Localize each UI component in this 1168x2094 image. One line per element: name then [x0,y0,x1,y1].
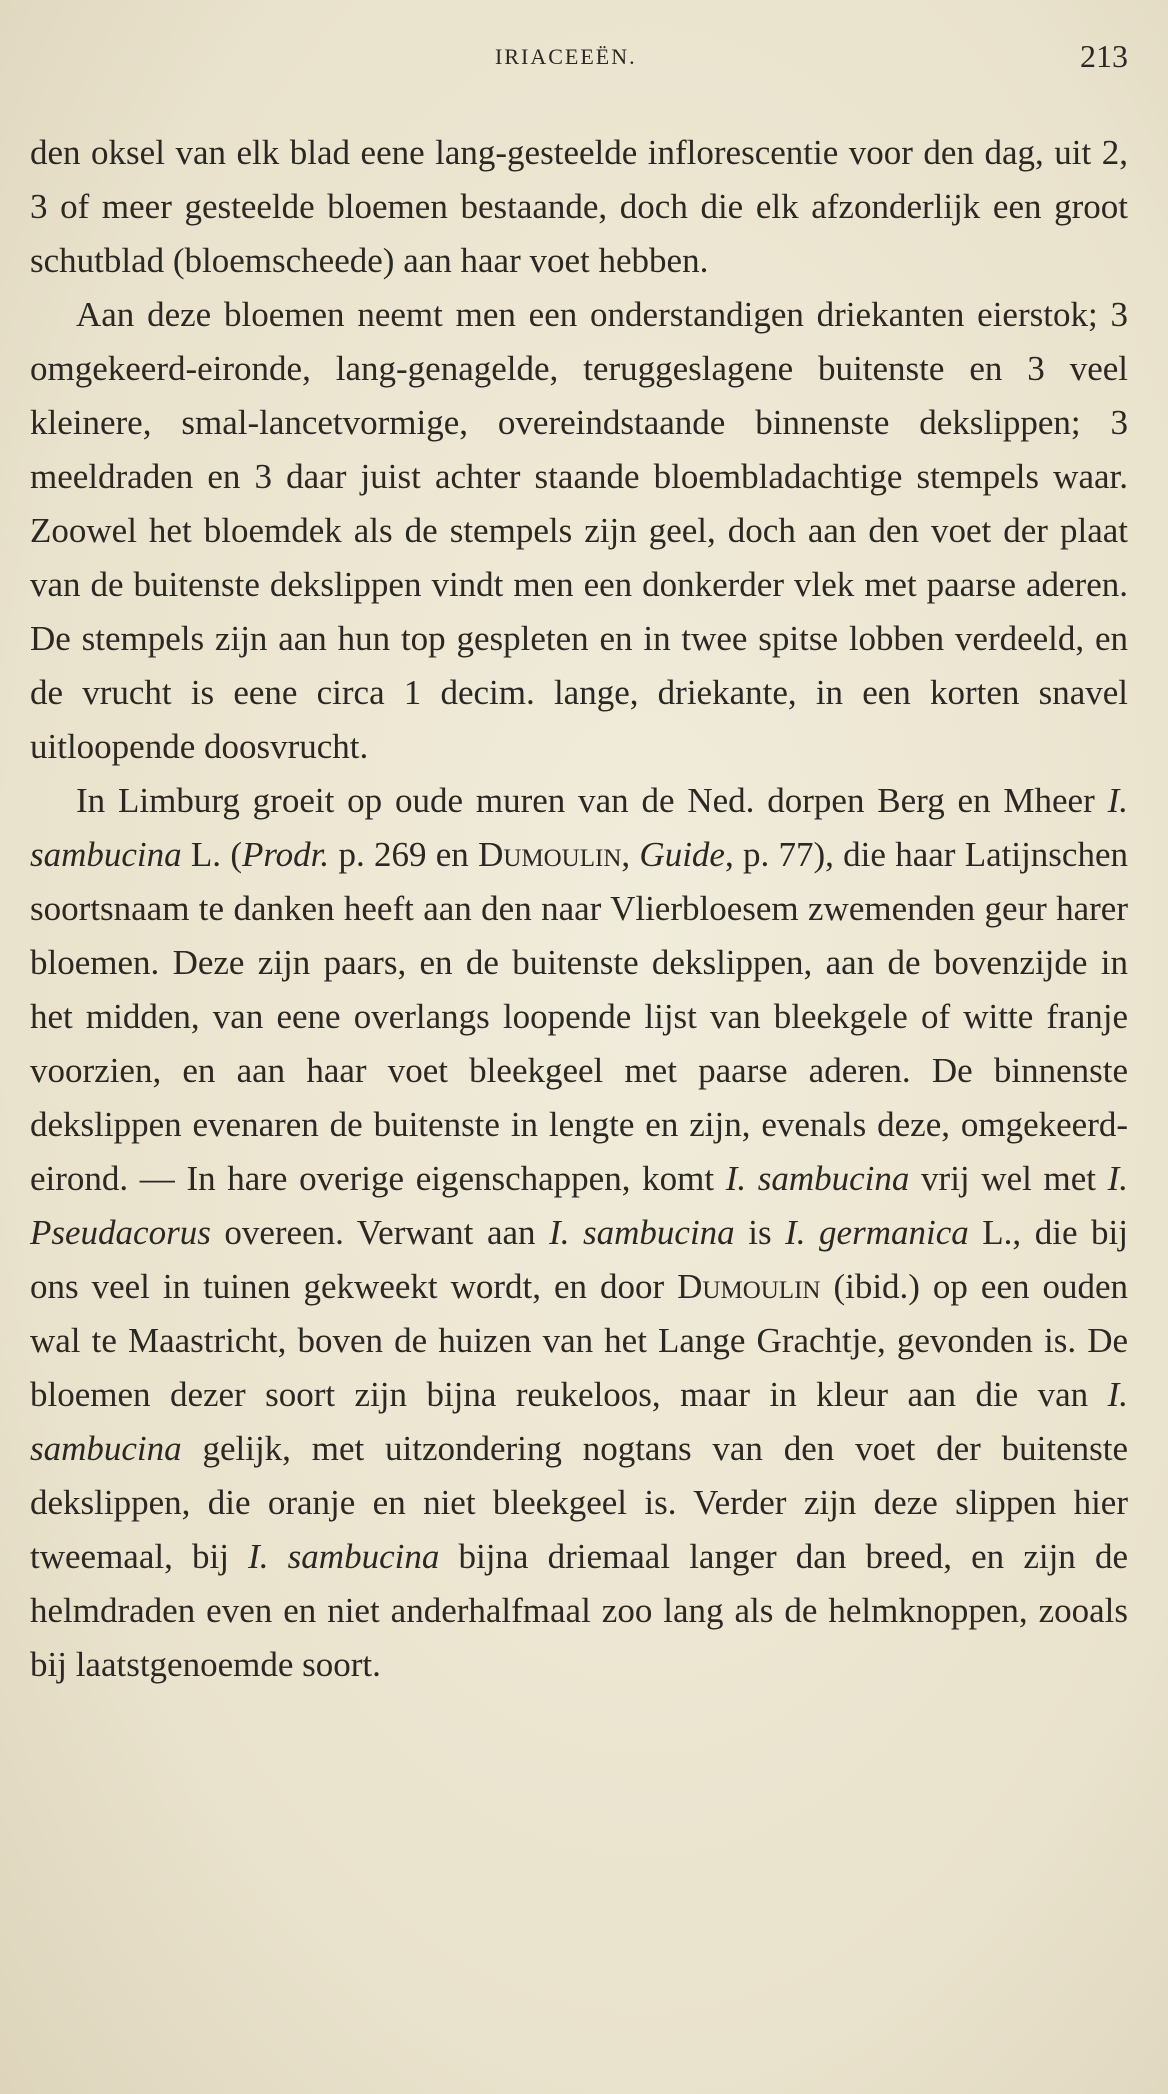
italic-taxon: I. sambucina [549,1213,735,1252]
text-run: L., die bij ons veel in tuinen gekweekt wordt, en door [30,1213,1128,1306]
text-run: bijna driemaal langer dan breed, en zijn de helmdraden even en niet anderhalfmaal zoo lang als de helmknoppen, zooals bij laatstgenoemde soort. [30,1537,1128,1684]
paragraph [30,126,1128,288]
author-name: Dumoulin [677,1267,821,1306]
italic-taxon: Prodr. [241,835,330,874]
paragraph [30,288,1128,774]
text-run: den oksel van elk blad eene lang-gesteelde inflorescentie voor den dag, uit 2, 3 of meer gesteelde bloemen bestaande, doch die elk afzonderlijk een groot schutblad (bloemscheede) aan haar voet hebben. [30,133,1128,280]
italic-taxon: I. sambucina [248,1537,440,1576]
italic-taxon: I. Pseudacorus [30,1159,1128,1252]
text-run: L. ( [181,835,242,874]
body-text [30,126,1128,1692]
text-run: Aan deze bloemen neemt men een onderstandigen driekanten eierstok; 3 omgekeerd-eironde, lang-genagelde, teruggeslagene buitenste en 3 veel kleinere, smal-lancetvormige, overeindstaande binnenste dekslippen; 3 meeldraden en 3 daar juist achter staande bloembladachtige stempels waar. Zoowel het bloemdek als de stempels zijn geel, doch aan den voet der plaat van de buitenste dekslippen vindt men een donkerder vlek met paarse aderen. De stempels zijn aan hun top gespleten en in twee spitse lobben verdeeld, en de vrucht is eene circa 1 decim. lange, driekante, in een korten snavel uitloopende doosvrucht. [30,295,1128,766]
paragraph [30,774,1128,1692]
page-number: 213 [1080,38,1128,74]
italic-taxon: I. sambucina [30,1375,1128,1468]
text-run: overeen. Verwant aan [210,1213,550,1252]
italic-taxon: I. sambucina [30,781,1128,874]
running-head [0,40,1168,80]
text-run: is [734,1213,786,1252]
italic-taxon: I. sambucina [725,1159,910,1198]
text-run: In Limburg groeit op oude muren van de Ned. dorpen Berg en Mheer [76,781,1108,820]
text-run: p. 269 en [329,835,479,874]
text-run: , p. 77), die haar Latijnschen soortsnaam te danken heeft aan den naar Vlierbloesem zwemenden geur harer bloemen. Deze zijn paars, en de buitenste dekslippen, aan de bovenzijde in het midden, van eene overlangs loopende lijst van bleekgele of witte franje voorzien, en aan haar voet bleekgeel met paarse aderen. De binnenste dekslippen evenaren de buitenste in lengte en zijn, evenals deze, omgekeerd-eirond. — In hare overige eigenschappen, komt [30,835,1128,1198]
text-run: (ibid.) op een ouden wal te Maastricht, boven de huizen van het Lange Grachtje, gevonden is. De bloemen dezer soort zijn bijna reukeloos, maar in kleur aan die van [30,1267,1128,1414]
author-name: Dumoulin [478,835,622,874]
italic-taxon: Guide [639,835,725,874]
text-run: gelijk, met uitzondering nogtans van den voet der buitenste dekslippen, die oranje en niet bleekgeel is. Verder zijn deze slippen hier tweemaal, bij [30,1429,1128,1576]
chapter-title: IRIACEEËN. [495,44,637,69]
italic-taxon: I. germanica [785,1213,969,1252]
text-run: vrij wel met [909,1159,1108,1198]
text-run: , [621,835,640,874]
